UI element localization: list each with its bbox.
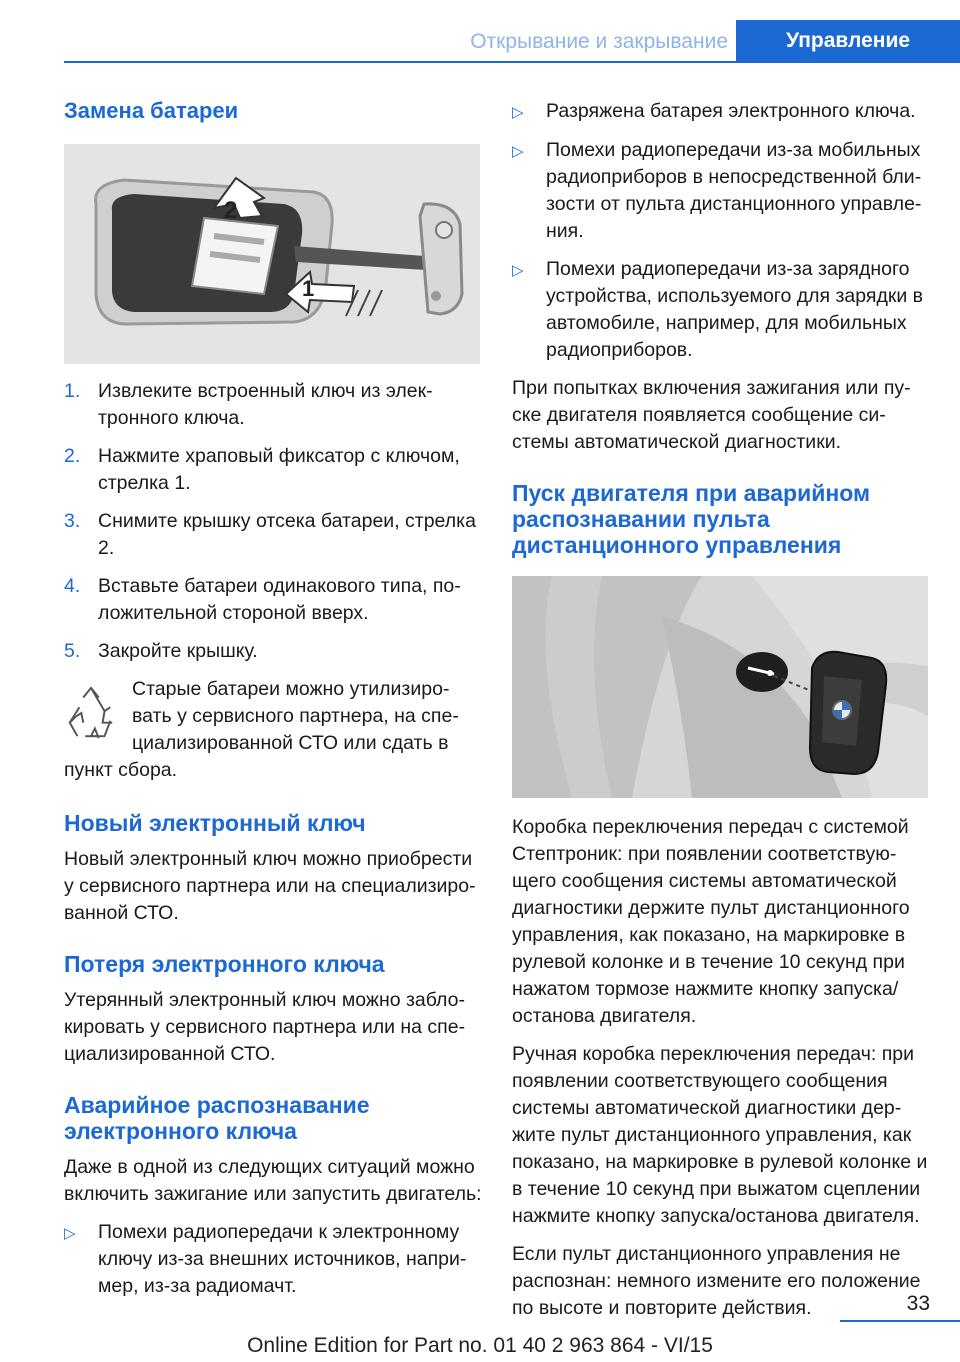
- steering-column-illustration: [512, 576, 928, 798]
- battery-figure: [64, 144, 480, 364]
- new-key-text: Новый электронный ключ можно приобрести у сервисного партнера или на специализированной СТО.: [64, 848, 476, 924]
- list-item: 3. Снимите крышку отсека батареи, стрелка 2.: [64, 510, 476, 559]
- list-item: 2. Нажмите храповый фиксатор с ключом, стрелка 1.: [64, 445, 460, 494]
- recycle-icon: [62, 684, 120, 742]
- triangle-bullet-icon: ▷: [512, 104, 524, 121]
- new-key-title: Новый электронный ключ: [64, 810, 366, 836]
- page-header: [0, 0, 960, 62]
- recycle-note-text: Старые батареи можно утилизировать у сервисного партнера, на специализированной СТО или сдать в пункт сбора.: [64, 678, 459, 781]
- page-number: 33: [906, 1292, 930, 1315]
- emergency-title: Аварийное распознавание электронного ключа: [64, 1092, 370, 1144]
- list-item: ▷ Помехи радиопередачи из-за мобильных радиоприборов в непосредственной близости от пульта дистанционного управления.: [512, 137, 930, 245]
- right-column: [512, 98, 930, 1333]
- recycle-note: [64, 676, 482, 784]
- chapter-tab: Управление: [736, 20, 960, 62]
- list-item: ▷ Разряжена батарея электронного ключа.: [512, 98, 930, 126]
- list-item: ▷ Помехи радиопередачи из-за зарядного устройства, используемого для зарядки в автомобиле, например, для мобильных радиоприборов.: [512, 256, 930, 364]
- header-rule: [64, 61, 960, 63]
- left-column: [64, 98, 482, 1311]
- start-title: Пуск двигателя при аварийном распознавании пульта дистанционного управления: [512, 480, 871, 558]
- manual-text: Ручная коробка переключения передач: при появлении соответствующего сообщения системы автоматической диагностики держите пульт дистанционного управления, как показано, на маркировке в рулевой колонке и в течение 10 секунд при выжатом сцеплении нажмите кнопку запуска/останова двигателя.: [512, 1043, 928, 1227]
- triangle-bullet-icon: ▷: [512, 143, 524, 160]
- key-battery-illustration: [64, 144, 480, 364]
- section-title: Открывание и закрывание: [470, 30, 728, 53]
- list-item: 4. Вставьте батареи одинакового типа, положительной стороной вверх.: [64, 575, 461, 624]
- steering-column-figure: [512, 576, 928, 798]
- list-item: 5. Закройте крышку.: [64, 640, 258, 662]
- battery-title: Замена батареи: [64, 98, 239, 123]
- lost-key-title: Потеря электронного ключа: [64, 951, 385, 977]
- steptronic-text: Коробка переключения передач с системой Стептроник: при появлении соответствующего сообщения системы автоматической диагностики держите пульт дистанционного управления, как показано, на маркировке в рулевой колонке и в течение 10 секунд при нажатом тормозе нажмите кнопку запуска/останова двигателя.: [512, 816, 910, 1027]
- interference-bullets: [512, 98, 930, 364]
- lost-key-text: Утерянный электронный ключ можно заблокировать у сервисного партнера или на специализированной СТО.: [64, 989, 466, 1065]
- triangle-bullet-icon: ▷: [512, 262, 524, 279]
- emergency-text: Даже в одной из следующих ситуаций можно включить зажигание или запустить двигатель:: [64, 1156, 482, 1205]
- not-recognized-text: Если пульт дистанционного управления не распознан: немного измените его положение по высоте и повторите действия.: [512, 1243, 921, 1319]
- edition-footer: Online Edition for Part no. 01 40 2 963 864 - VI/15: [247, 1334, 713, 1357]
- ignition-text: При попытках включения зажигания или пуске двигателя появляется сообщение системы автоматической диагностики.: [512, 377, 911, 453]
- list-item: 1. Извлеките встроенный ключ из электронного ключа.: [64, 380, 433, 429]
- arrow-label-2: 2: [224, 197, 238, 224]
- battery-steps: [64, 378, 482, 665]
- triangle-bullet-icon: ▷: [64, 1225, 76, 1242]
- arrow-label-1: 1: [302, 276, 315, 301]
- list-item: ▷ Помехи радиопередачи к электронному ключу из-за внешних источников, например, из-за радиомачт.: [64, 1219, 482, 1300]
- emergency-bullets: [64, 1219, 482, 1300]
- footer-rule: [840, 1320, 960, 1322]
